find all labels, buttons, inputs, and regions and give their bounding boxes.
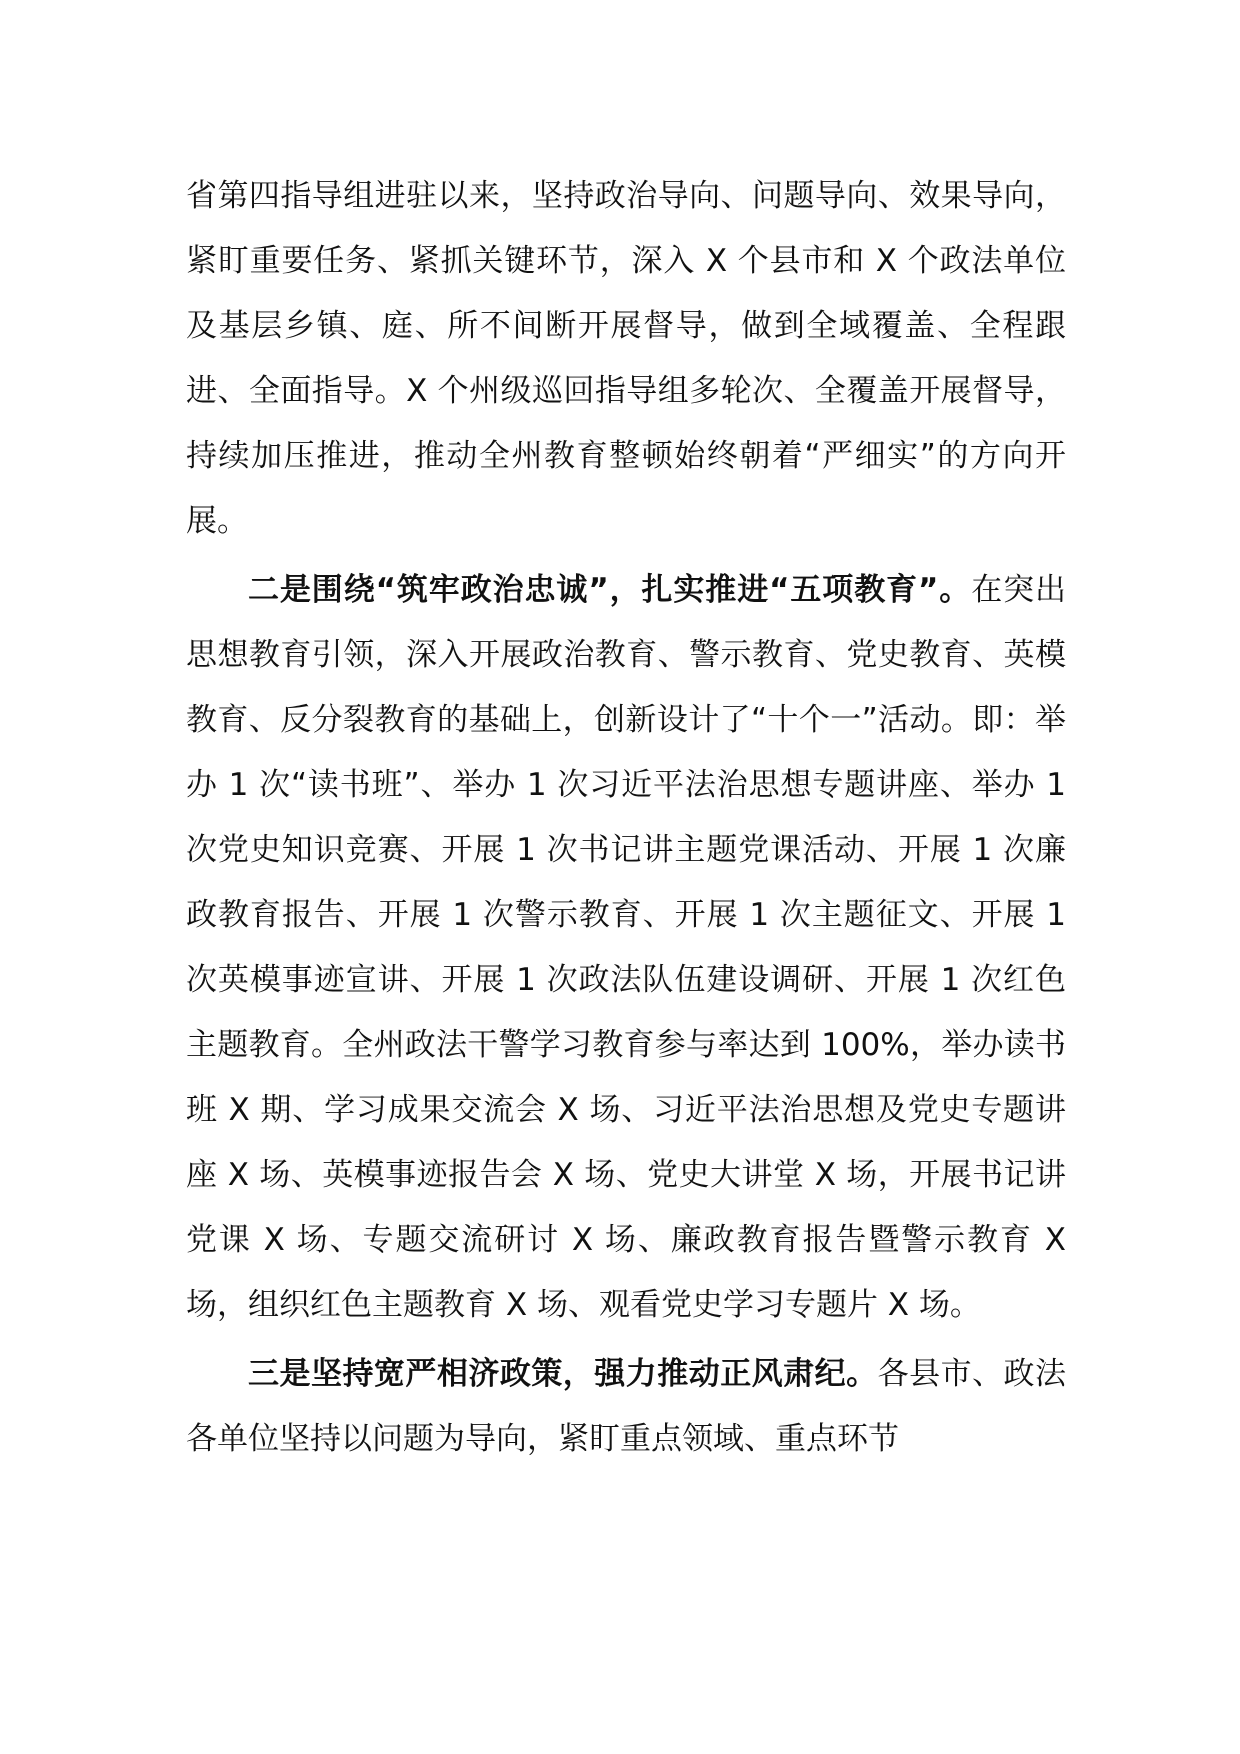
paragraph-2 [186,558,1066,1338]
paragraph-3-heading: 三是坚持宽严相济政策，强力推动正风肃纪。 [248,1356,878,1392]
paragraph-2-text: 在突出思想教育引领，深入开展政治教育、警示教育、党史教育、英模教育、反分裂教育的基础上，创新设计了“十个一”活动。即：举办 1 次“读书班”、举办 1 次习近平法治思想专题讲座、举办 1 次党史知识竞赛、开展 1 次书记讲主题党课活动、开展 1 次廉政教育报告、开展 1 次警示教育、开展 1 次主题征文、开展 1 次英模事迹宣讲、开展 1 次政法队伍建设调研、开展 1 次红色主题教育。全州政法干警学习教育参与率达到 100%，举办读书班 X 期、学习成果交流会 X 场、习近平法治思想及党史专题讲座 X 场、英模事迹报告会 X 场、党史大讲堂 X 场，开展书记讲党课 X 场、专题交流研讨 X 场、廉政教育报告暨警示教育 X 场，组织红色主题教育 X 场、观看党史学习专题片 X 场。 [186,572,1066,1323]
paragraph-2-heading: 二是围绕“筑牢政治忠诚”，扎实推进“五项教育”。 [248,572,972,608]
document-page [186,164,1066,1472]
paragraph-1 [186,164,1066,554]
paragraph-3 [186,1342,1066,1472]
paragraph-3-text: 各县市、政法各单位坚持以问题为导向，紧盯重点领域、重点环节 [186,1356,1067,1457]
paragraph-1-text: 省第四指导组进驻以来，坚持政治导向、问题导向、效果导向，紧盯重要任务、紧抓关键环节，深入 X 个县市和 X 个政法单位及基层乡镇、庭、所不间断开展督导，做到全域覆盖、全程跟进、全面指导。X 个州级巡回指导组多轮次、全覆盖开展督导，持续加压推进，推动全州教育整顿始终朝着“严细实”的方向开展。 [186,178,1066,539]
